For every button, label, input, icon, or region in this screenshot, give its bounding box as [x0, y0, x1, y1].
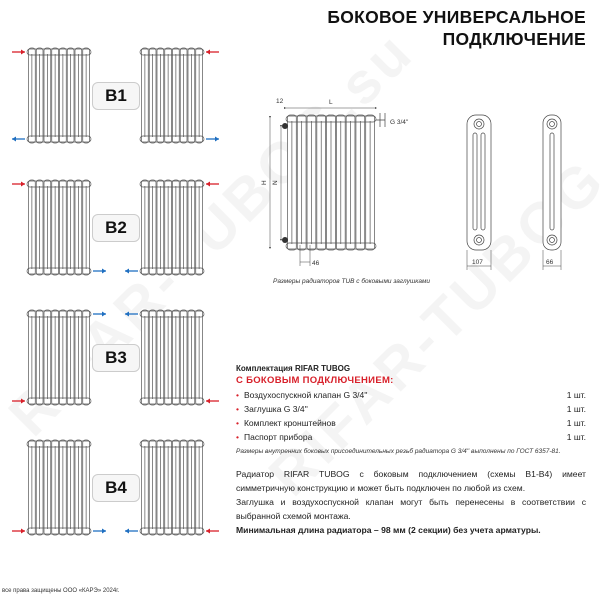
dim-thread-label: G 3/4'' [390, 119, 409, 126]
kit-item-name: • Комплект кронштейнов [236, 418, 336, 428]
description [236, 467, 586, 537]
kit-subtitle: С БОКОВЫМ ПОДКЛЮЧЕНИЕМ: [236, 375, 394, 386]
kit-list [236, 364, 586, 455]
description-paragraph: Заглушка и воздухоспускной клапан могут быть перенесены в соответствии с выбранной схемой монтажа. [236, 497, 586, 521]
supply-arrow-icon [12, 399, 25, 404]
scheme-label: B1 [92, 82, 140, 110]
kit-item-name: • Заглушка G 3/4'' [236, 404, 308, 414]
title-line-2: ПОДКЛЮЧЕНИЕ [442, 29, 586, 49]
side-view-2-column [543, 115, 561, 250]
dim-offset-label: 12 [276, 98, 284, 105]
dim-pitch-label: 46 [312, 260, 320, 267]
return-arrow-icon [93, 529, 106, 534]
supply-arrow-icon [206, 399, 219, 404]
return-arrow-icon [125, 312, 138, 317]
radiator-icon [140, 310, 204, 405]
kit-item [236, 432, 586, 442]
kit-item-qty: 1 шт. [566, 432, 586, 442]
radiator-icon [27, 310, 91, 405]
supply-arrow-icon [206, 529, 219, 534]
kit-item-qty: 1 шт. [566, 418, 586, 428]
dim-axis-label: N [272, 180, 279, 185]
kit-item-name: • Паспорт прибора [236, 432, 312, 442]
radiator-icon [286, 115, 376, 250]
drawing-caption: Размеры радиаторов TUB с боковыми заглушками [273, 278, 431, 285]
radiator-icon [27, 440, 91, 535]
radiator-icon [140, 440, 204, 535]
scheme-label: B3 [92, 344, 140, 372]
kit-item [236, 390, 586, 400]
return-arrow-icon [125, 529, 138, 534]
air-valve-icon [282, 123, 288, 129]
plug-icon [282, 237, 288, 243]
copyright-footer: все права защищены ООО «КАРЭ» 2024г. [2, 588, 120, 594]
kit-item [236, 404, 586, 414]
description-min-length: Минимальная длина радиатора – 98 мм (2 секции) без учета арматуры. [236, 525, 541, 535]
scheme-label: B2 [92, 214, 140, 242]
kit-item [236, 418, 586, 428]
title-line-1: БОКОВОЕ УНИВЕРСАЛЬНОЕ [327, 7, 586, 27]
dim-depth-2-label: 66 [546, 259, 554, 266]
dim-length-label: L [329, 99, 333, 106]
supply-arrow-icon [12, 529, 25, 534]
return-arrow-icon [93, 312, 106, 317]
side-view-3-column [467, 115, 491, 250]
kit-item-qty: 1 шт. [566, 390, 586, 400]
description-paragraph: Радиатор RIFAR TUBOG с боковым подключением (схемы В1-В4) имеет симметричную конструкцию и может быть подключен по любой из схем. [236, 469, 586, 493]
dim-depth-3-label: 107 [472, 259, 483, 266]
scheme-label: B4 [92, 474, 140, 502]
radiator-front-view [282, 115, 376, 250]
kit-note: Размеры внутренних боковых присоединительных резьб радиатора G 3/4'' выполнены по ГОСТ 6357-81. [236, 448, 561, 455]
kit-item-qty: 1 шт. [566, 404, 586, 414]
kit-title: Комплектация RIFAR TUBOG [236, 364, 351, 373]
dim-height-label: H [261, 180, 268, 185]
kit-item-name: • Воздухоспускной клапан G 3/4'' [236, 390, 368, 400]
